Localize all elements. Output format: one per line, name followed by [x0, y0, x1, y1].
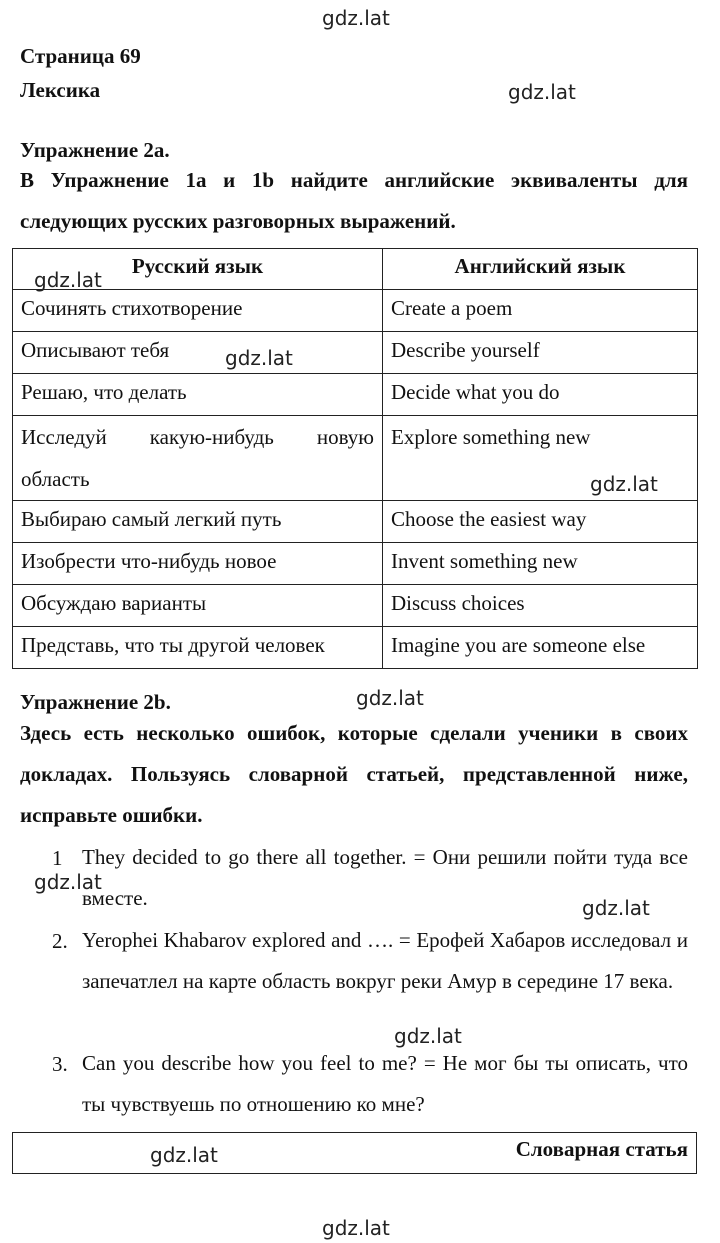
table-row [13, 585, 698, 627]
watermark: gdz.lat [356, 686, 424, 710]
page-title: Страница 69 [20, 44, 141, 68]
watermark: gdz.lat [322, 1216, 390, 1240]
cell-english: Describe yourself [383, 332, 698, 374]
table-header-row [13, 249, 698, 290]
cell-russian: Сочинять стихотворение [13, 290, 383, 332]
section-title: Лексика [20, 78, 101, 102]
table-row [13, 543, 698, 585]
vocabulary-table [12, 248, 698, 669]
item-number: 1 [52, 846, 63, 870]
cell-russian: Выбираю самый легкий путь [13, 501, 383, 543]
exercise-item: Can you describe how you feel to me? = Не мог бы ты описать, что ты чувствуешь по отношению ко мне? [82, 1051, 688, 1116]
exercise-2a-instruction: В Упражнение 1a и 1b найдите английские эквиваленты для следующих русских разговорных выражений. [20, 168, 688, 233]
dictionary-label: Словарная статья [515, 1137, 688, 1161]
cell-english: Explore something new [383, 416, 698, 501]
watermark: gdz.lat [508, 80, 576, 104]
cell-english: Imagine you are someone else [383, 627, 698, 669]
exercise-item: They decided to go there all together. = Они решили пойти туда все вместе. [82, 845, 688, 910]
table-row [13, 332, 698, 374]
cell-russian: Представь, что ты другой человек [13, 627, 383, 669]
cell-english: Create a poem [383, 290, 698, 332]
column-header-russian: Русский язык [13, 249, 383, 290]
watermark: gdz.lat [225, 346, 293, 370]
cell-russian: Изобрести что-нибудь новое [13, 543, 383, 585]
cell-russian: Обсуждаю варианты [13, 585, 383, 627]
dictionary-box [12, 1132, 697, 1174]
table-row [13, 416, 698, 501]
watermark: gdz.lat [34, 870, 102, 894]
cell-russian-line-1: Исследуй какую-нибудь новую [21, 425, 374, 449]
table-row [13, 374, 698, 416]
cell-russian: Решаю, что делать [13, 374, 383, 416]
exercise-2b-title: Упражнение 2b. [20, 690, 171, 714]
exercise-item: Yerophei Khabarov explored and …. = Ерофей Хабаров исследовал и запечатлел на карте область вокруг реки Амур в середине 17 века. [82, 928, 688, 993]
watermark: gdz.lat [322, 6, 390, 30]
exercise-2a-title: Упражнение 2a. [20, 138, 170, 162]
table-row [13, 290, 698, 332]
item-number: 3. [52, 1052, 68, 1076]
watermark: gdz.lat [590, 472, 658, 496]
item-number: 2. [52, 929, 68, 953]
table-row [13, 501, 698, 543]
table-row [13, 627, 698, 669]
cell-english: Decide what you do [383, 374, 698, 416]
exercise-2b-instruction: Здесь есть несколько ошибок, которые сделали ученики в своих докладах. Пользуясь словарной статьей, представленной ниже, исправьте ошибки. [20, 721, 688, 827]
cell-russian-line-2: область [21, 467, 90, 491]
watermark: gdz.lat [34, 268, 102, 292]
watermark: gdz.lat [150, 1143, 218, 1167]
watermark: gdz.lat [394, 1024, 462, 1048]
watermark: gdz.lat [582, 896, 650, 920]
cell-russian [13, 416, 383, 501]
cell-english: Discuss choices [383, 585, 698, 627]
cell-russian: Описывают тебя [13, 332, 383, 374]
column-header-english: Английский язык [383, 249, 698, 290]
cell-english: Invent something new [383, 543, 698, 585]
cell-english: Choose the easiest way [383, 501, 698, 543]
